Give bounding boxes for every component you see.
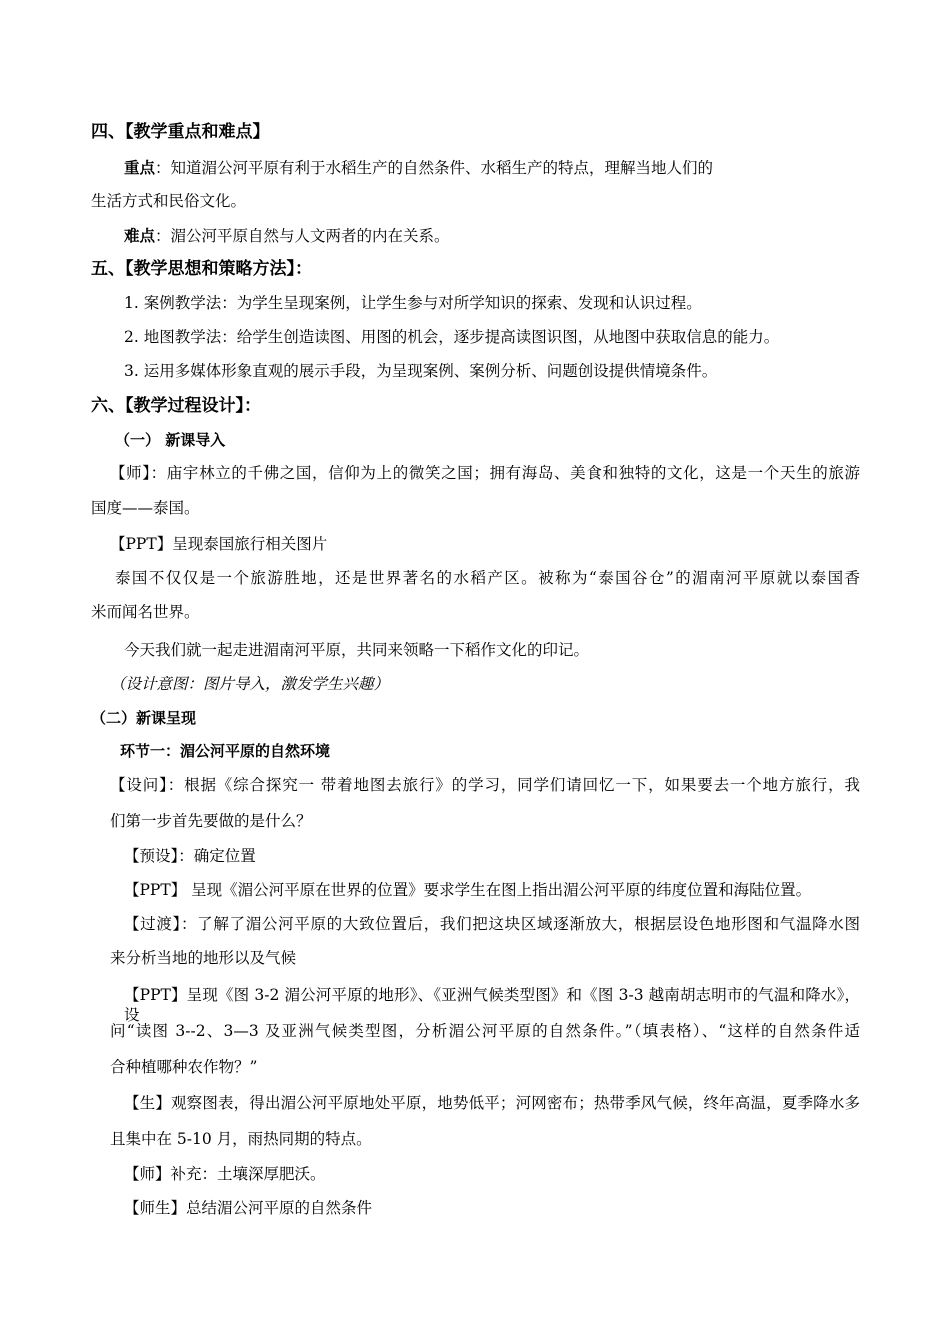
difficulty-line: [124, 226, 450, 246]
section-5-heading: 五、【教学思想和策略方法】：: [91, 259, 312, 279]
key-point-line-2: 生活方式和民俗文化。: [91, 192, 247, 210]
teacher-supplement: 【师】补充：土壤深厚肥沃。: [124, 1165, 326, 1183]
teacher-line-1b: 国度——泰国。: [91, 499, 200, 517]
paragraph-2: 今天我们就一起走进湄南河平原，共同来领略一下稻作文化的印记。: [124, 641, 590, 659]
section-4-heading: 四、【教学重点和难点】: [91, 122, 270, 142]
student-line-b: 且集中在 5-10 月，雨热同期的特点。: [110, 1130, 372, 1148]
student-line-a: 【生】观察图表，得出湄公河平原地处平原，地势低平；河网密布；热带季风气候，终年高温，夏季降水多: [124, 1094, 860, 1112]
transition-line-b: 来分析当地的地形以及气候: [110, 949, 297, 967]
part-2-title: （二）新课呈现: [91, 709, 197, 727]
section-6-heading: 六、【教学过程设计】：: [91, 396, 261, 416]
paragraph-1b: 米而闻名世界。: [91, 603, 200, 621]
ppt-line-1: 【PPT】呈现泰国旅行相关图片: [110, 535, 328, 553]
preset-line: 【预设】：确定位置: [124, 847, 256, 865]
key-point-label: 重点: [124, 158, 156, 177]
transition-line-a: 【过渡】：了解了湄公河平原的大致位置后，我们把这块区域逐渐放大，根据层设色地形图和气温降水图: [124, 915, 860, 933]
question-line-1a: 【设问】：根据《综合探究一 带着地图去旅行》的学习，同学们请回忆一下，如果要去一个地方旅行，我: [110, 776, 860, 794]
question-line-1b: 们第一步首先要做的是什么？: [110, 812, 312, 830]
ppt-line-2: 【PPT】 呈现《湄公河平原在世界的位置》要求学生在图上指出湄公河平原的纬度位置和海陆位置。: [124, 881, 812, 899]
difficulty-text: ：湄公河平原自然与人文两者的内在关系。: [155, 227, 450, 245]
design-intent-note: （设计意图：图片导入，激发学生兴趣）: [110, 675, 390, 693]
difficulty-label: 难点: [124, 226, 156, 245]
method-item-2: 2. 地图教学法：给学生创造读图、用图的机会，逐步提高读图识图，从地图中获取信息的能力。: [124, 328, 780, 346]
paragraph-1a: 泰国不仅仅是一个旅游胜地，还是世界著名的水稻产区。被称为“泰国谷仓”的湄南河平原就以泰国香: [115, 569, 860, 587]
key-point-text: ：知道湄公河平原有利于水稻生产的自然条件、水稻生产的特点，理解当地人们的: [155, 159, 714, 177]
key-point-line-1: [124, 158, 713, 178]
ppt-line-3a: 【PPT】呈现《图 3-2 湄公河平原的地形》、《亚洲气候类型图》和《图 3-3 越南胡志明市的气温和降水》，设: [124, 986, 860, 1024]
part-1-title: （一） 新课导入: [115, 431, 226, 449]
link-1-title: 环节一：湄公河平原的自然环境: [120, 742, 331, 760]
ppt-line-3b: 问“读图 3--2、3—3 及亚洲气候类型图，分析湄公河平原的自然条件。”（填表格）、“这样的自然条件适: [110, 1022, 860, 1040]
method-item-3: 3. 运用多媒体形象直观的展示手段，为呈现案例、案例分析、问题创设提供情境条件。: [124, 362, 718, 380]
ppt-line-3c: 合种植哪种农作物？”: [110, 1058, 258, 1076]
teacher-line-1a: 【师】：庙宇林立的千佛之国，信仰为上的微笑之国；拥有海岛、美食和独特的文化，这是一个天生的旅游: [110, 464, 860, 482]
method-item-1: 1. 案例教学法：为学生呈现案例，让学生参与对所学知识的探索、发现和认识过程。: [124, 294, 702, 312]
teacher-student-summary: 【师生】总结湄公河平原的自然条件: [124, 1199, 373, 1217]
